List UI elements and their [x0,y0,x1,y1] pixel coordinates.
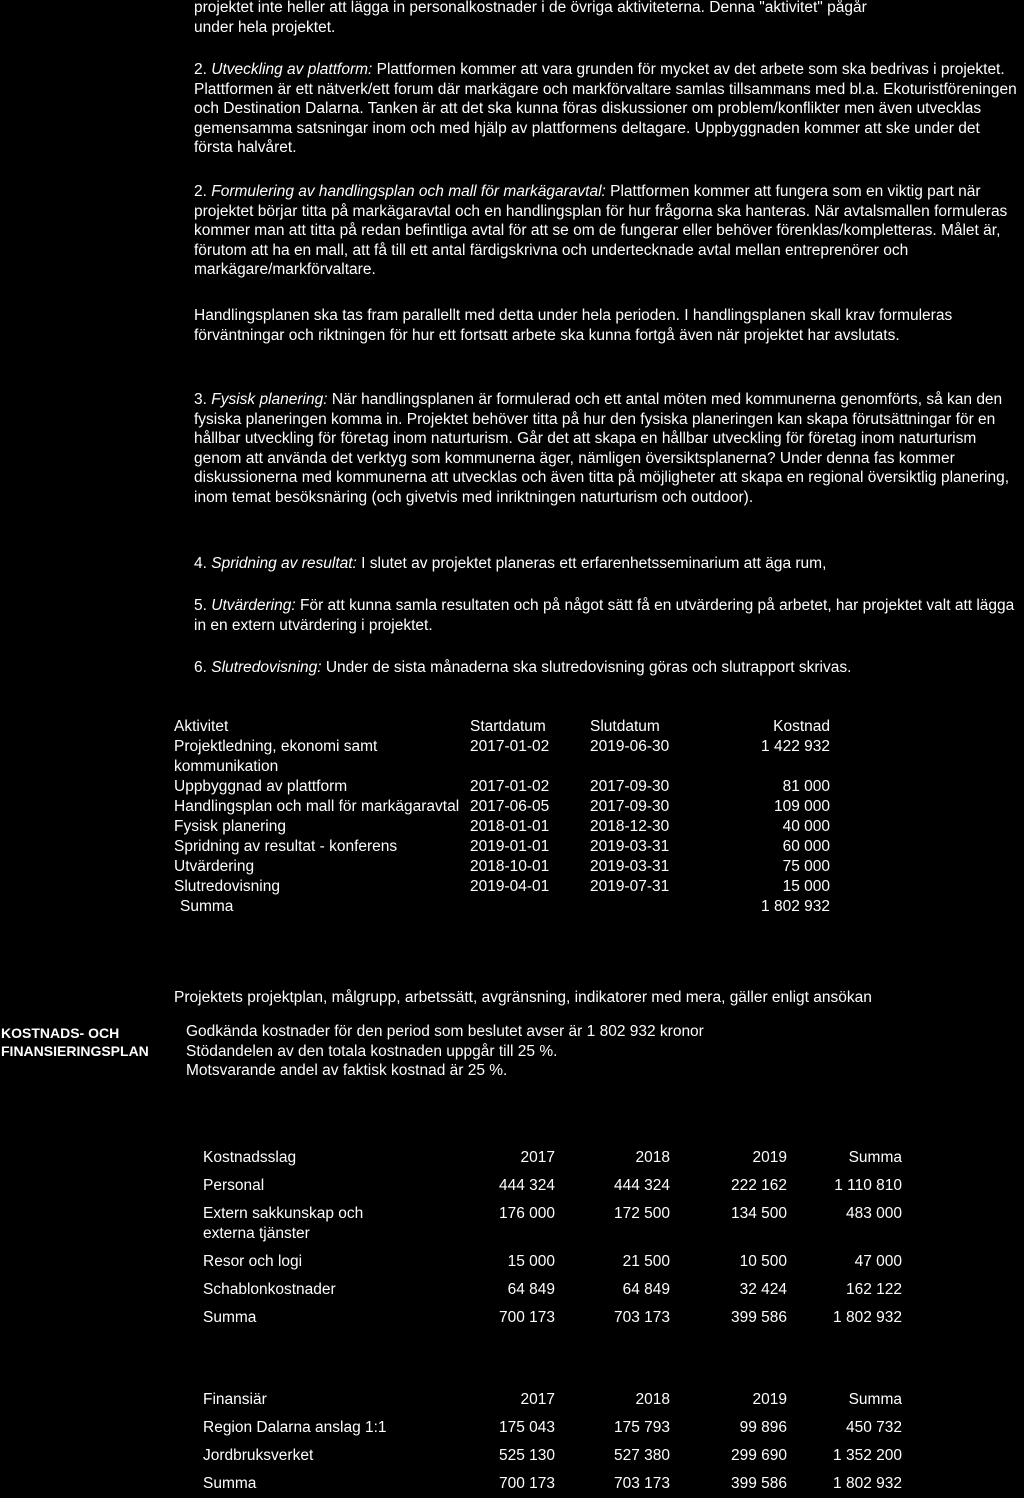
cell-2018: 703 173 [613,1309,670,1326]
cell-cost: 109 000 [773,798,830,815]
cell-2018: 527 380 [613,1447,670,1464]
cell-2019: 222 162 [730,1177,787,1194]
activity-table [174,717,830,917]
item-platform [194,60,1022,158]
header-startdatum: Startdatum [470,718,546,735]
cell-cost: 40 000 [782,818,830,835]
cell-start: 2018-10-01 [470,858,550,875]
cell-summa: 450 732 [845,1419,902,1436]
item-handlingsplan-note [194,306,1022,345]
cost-text-line-2: Stödandelen av den totala kostnaden uppgår till 25 %. [186,1042,558,1060]
table-row [203,1280,902,1308]
cell-cost: 1 422 932 [761,738,830,755]
item-text: I slutet av projektet planeras ett erfarenhetsseminarium att äga rum, [356,555,827,572]
item-spridning [194,554,1022,574]
intro-paragraph [194,0,1022,37]
table-row [203,1204,902,1252]
cell-financier: Summa [203,1475,257,1492]
item-text: Plattformen kommer att fungera som en viktig part när projektet börjar titta på markägaravtal och en handlingsplan för hur frågorna ska hanteras. När avtalsmallen formuleras kommer man att titta på redan befintliga avtal för att se om de fungerar eller behöver förenklas/kompletteras. Målet är, förutom att ha en mall, att få till ett antal färdigskrivna och undertecknade avtal mellan entreprenörer och markägare/markförvaltare. [194,183,1008,278]
item-number: 5. [194,597,207,614]
header-2017: 2017 [520,1149,555,1166]
item-text: Under de sista månaderna ska slutredovisning göras och slutrapport skrivas. [321,659,852,676]
cell-2017: 64 849 [507,1281,555,1298]
header-kostnad: Kostnad [773,718,830,735]
intro-line-2: under hela projektet. [194,18,336,36]
cost-text [186,1022,1014,1081]
cell-start: 2018-01-01 [470,818,550,835]
cell-2019: 10 500 [739,1253,787,1270]
cell-2018: 21 500 [622,1253,670,1270]
cell-start: 2019-04-01 [470,878,550,895]
cell-type: Personal [203,1177,265,1194]
item-number: 6. [194,659,207,676]
cell-2019: 134 500 [730,1205,787,1222]
table-row [174,797,830,817]
table-header-row [203,1148,902,1176]
cell-type: Resor och logi [203,1253,303,1270]
cell-activity: Utvärdering [174,858,255,875]
cell-cost: 15 000 [782,878,830,895]
table-row [174,837,830,857]
cell-end: 2017-09-30 [590,798,670,815]
table-sum-row [203,1308,902,1336]
header-2019: 2019 [752,1391,787,1408]
header-slutdatum: Slutdatum [590,718,660,735]
cell-end: 2019-07-31 [590,878,670,895]
item-utvardering [194,596,1022,635]
cell-end: 2019-03-31 [590,838,670,855]
item-text: Plattformen kommer att vara grunden för mycket av det arbete som ska bedrivas i projektet. Plattformen är ett nätverk/ett forum där markägare och markförvaltare samlas tillsammans med bl.a. Ekoturistföreningen och Destination Dalarna. Tanken är att det ska kunna föras diskussioner om problem/konflikter men även utvecklas gemensamma satsningar inom och med hjälp av plattformens deltagare. Uppbyggnaden kommer att ske under det första halvåret. [194,61,1017,156]
table-row [203,1418,902,1446]
project-note: Projektets projektplan, målgrupp, arbetssätt, avgränsning, indikatorer med mera, gäller enligt ansökan [174,989,872,1006]
item-title: Formulering av handlingsplan och mall för markägaravtal: [211,183,606,200]
table-row [174,777,830,797]
cell-end: 2017-09-30 [590,778,670,795]
cell-activity: Handlingsplan och mall för markägaravtal [174,798,460,815]
item-number: 2. [194,183,207,200]
cell-financier: Jordbruksverket [203,1447,314,1464]
cost-table [203,1148,902,1336]
cell-2017: 15 000 [507,1253,555,1270]
item-slutredovisning [194,658,1022,678]
item-number: 4. [194,555,207,572]
cell-sum-value: 1 802 932 [761,898,830,915]
side-heading-line-1: KOSTNADS- OCH [1,1025,120,1041]
item-title: Slutredovisning: [211,659,322,676]
cell-cost: 75 000 [782,858,830,875]
cell-summa: 162 122 [845,1281,902,1298]
cell-summa: 1 352 200 [833,1447,902,1464]
intro-line-1: projektet inte heller att lägga in personalkostnader i de övriga aktiviteterna. Denna "aktivitet" pågår [194,0,867,16]
header-kostnadsslag: Kostnadsslag [203,1149,297,1166]
header-finansiar: Finansiär [203,1391,267,1408]
table-header-row [203,1390,902,1418]
finance-table [203,1390,902,1498]
cell-2018: 172 500 [613,1205,670,1222]
cell-activity: Slutredovisning [174,878,280,895]
item-text: Handlingsplanen ska tas fram parallellt med detta under hela perioden. I handlingsplanen skall krav formuleras förväntningar och riktningen för hur ett fortsatt arbete ska kunna fortgå även när projektet har avslutats. [194,307,953,344]
side-heading [1,1024,186,1060]
side-heading-line-2: FINANSIERINGSPLAN [1,1043,149,1059]
cell-2018: 703 173 [613,1475,670,1492]
header-summa: Summa [848,1391,902,1408]
cell-end: 2019-03-31 [590,858,670,875]
cell-sum-label: Summa [180,898,234,915]
cell-summa: 1 802 932 [833,1309,902,1326]
cell-summa: 1 110 810 [834,1177,902,1194]
cell-end: 2019-06-30 [590,738,670,755]
table-sum-row [203,1474,902,1498]
table-row [203,1446,902,1474]
cell-2017: 444 324 [498,1177,555,1194]
cell-start: 2017-01-02 [470,778,550,795]
cell-2018: 444 324 [613,1177,670,1194]
table-row [174,877,830,897]
header-2018: 2018 [635,1149,670,1166]
cell-summa: 483 000 [845,1205,902,1222]
cell-2017: 175 043 [498,1419,555,1436]
cell-activity: Fysisk planering [174,818,286,835]
cell-activity: Spridning av resultat - konferens [174,838,398,855]
cell-end: 2018-12-30 [590,818,670,835]
cost-text-line-1: Godkända kostnader för den period som beslutet avser är 1 802 932 kronor [186,1023,704,1040]
cell-summa: 47 000 [854,1253,902,1270]
cost-text-line-3: Motsvarande andel av faktisk kostnad är 25 %. [186,1062,508,1079]
table-row [174,857,830,877]
cell-activity: Uppbyggnad av plattform [174,778,348,795]
table-sum-row [174,897,830,917]
cell-2017: 176 000 [498,1205,555,1222]
cell-cost: 81 000 [782,778,830,795]
table-row [174,737,830,777]
item-text: När handlingsplanen är formulerad och ett antal möten med kommunerna genomförts, så kan den fysiska planeringen komma in. Projektet behöver titta på hur den fysiska planeringen kan skapa förutsättningar för en hållbar utveckling för företag inom naturturism. Går det att skapa en hållbar utveckling för företag inom naturturism genom att använda det verktyg som kommunerna äger, nämligen översiktsplanerna? Under denna fas kommer diskussionerna med kommunerna att utvecklas och även titta på möjligheter att skapa en regional översiktlig planering, inom temat besöksnäring (och givetvis med inriktningen naturturism och outdoor). [194,391,1010,506]
cell-start: 2019-01-01 [470,838,550,855]
cell-2019: 299 690 [730,1447,787,1464]
cell-2019: 32 424 [739,1281,787,1298]
cell-activity: Projektledning, ekonomi samt kommunikation [174,738,378,775]
item-number: 2. [194,61,207,78]
cell-2017: 700 173 [498,1309,555,1326]
cell-2017: 700 173 [498,1475,555,1492]
item-fysisk-planering [194,390,1022,507]
header-2019: 2019 [752,1149,787,1166]
cell-cost: 60 000 [782,838,830,855]
cell-type: Summa [203,1309,257,1326]
header-summa: Summa [848,1149,902,1166]
item-title: Utveckling av plattform: [211,61,373,78]
table-row [203,1176,902,1204]
cell-start: 2017-06-05 [470,798,550,815]
cell-2017: 525 130 [498,1447,555,1464]
item-number: 3. [194,391,207,408]
item-title: Spridning av resultat: [211,555,357,572]
item-handlingsplan [194,182,1022,280]
table-row [174,817,830,837]
cell-summa: 1 802 932 [833,1475,902,1492]
cell-2019: 399 586 [730,1475,787,1492]
table-header-row [174,717,830,737]
cell-type: Schablonkostnader [203,1281,336,1298]
header-2018: 2018 [635,1391,670,1408]
cell-2018: 64 849 [622,1281,670,1298]
cell-type: Extern sakkunskap och externa tjänster [203,1205,364,1242]
cell-2019: 399 586 [730,1309,787,1326]
cell-2018: 175 793 [613,1419,670,1436]
cell-start: 2017-01-02 [470,738,550,755]
item-title: Fysisk planering: [211,391,328,408]
cell-financier: Region Dalarna anslag 1:1 [203,1419,387,1436]
header-2017: 2017 [520,1391,555,1408]
table-row [203,1252,902,1280]
header-aktivitet: Aktivitet [174,718,229,735]
cell-2019: 99 896 [739,1419,787,1436]
item-title: Utvärdering: [211,597,296,614]
item-text: För att kunna samla resultaten och på något sätt få en utvärdering på arbetet, har projektet valt att lägga in en extern utvärdering i projektet. [194,597,1015,634]
